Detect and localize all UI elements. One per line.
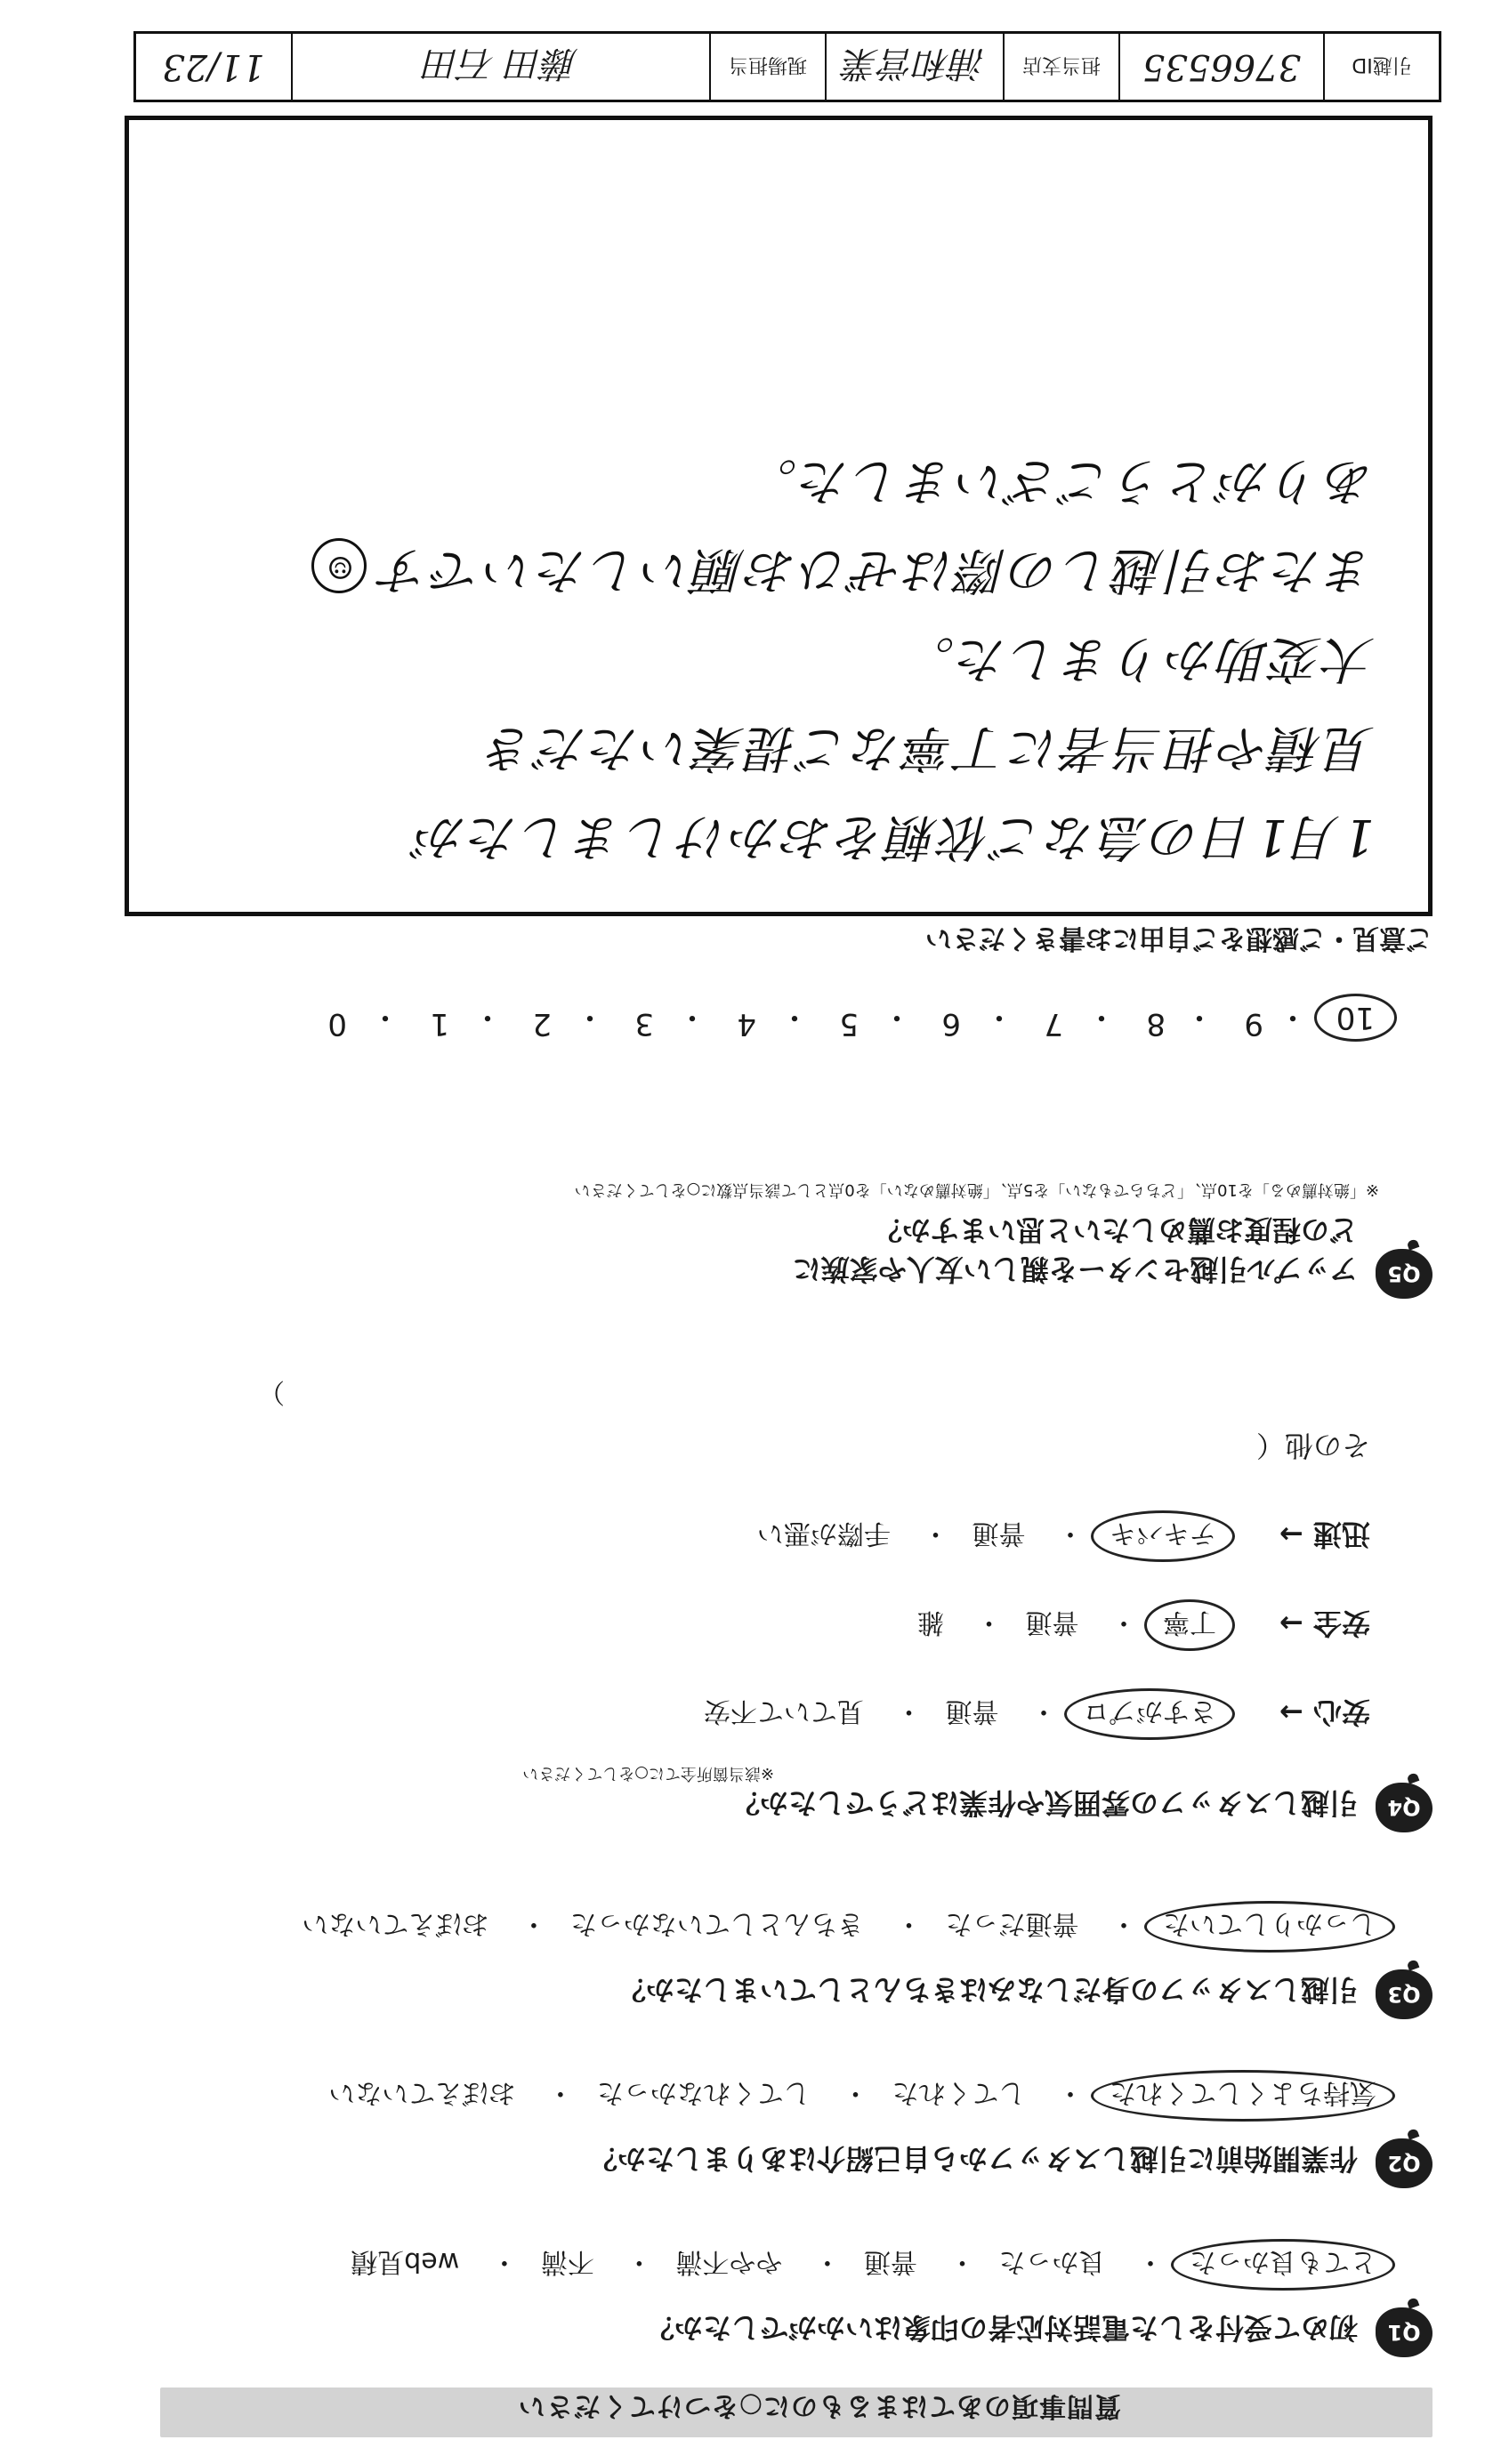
q4-jinsoku-option[interactable]: 普通 (972, 1518, 1026, 1549)
comment-line-1: 1月1日の急なご依頼をおかけしましたが (413, 808, 1375, 866)
q4-text: 引越しスタッフの雰囲気や作業はどうでしたか？ (730, 1786, 1358, 1820)
q3-badge: Q3 (1376, 1969, 1432, 2019)
q4-anshin-selected[interactable]: さすがプロ (1064, 1688, 1235, 1740)
q4-row-label-anzen: 安全 → (1279, 1606, 1370, 1640)
q4-anzen-option[interactable]: 雑 (916, 1606, 944, 1638)
q2-option[interactable]: してくれなかった (596, 2077, 811, 2108)
question-1 (98, 2224, 1432, 2357)
q5-score-selected[interactable]: 10 (1314, 994, 1397, 1042)
q5-note: ※「絶対薦める」を10点、「どちらでもない」を5点、「絶対薦めない」を0点として該当点数に○をしてください (574, 1180, 1379, 1199)
question-2 (98, 2055, 1432, 2188)
q5-text-line2: どの程度お薦めしたいと思いますか？ (873, 1213, 1358, 1247)
q4-row-label-anshin: 安心 → (1279, 1695, 1370, 1729)
question-5 (98, 1067, 1432, 1299)
q4-note: ※該当箇所全てに○をしてください (522, 1764, 774, 1783)
q1-text: 初めて受付をした電話対応者の印象はいかがでしたか？ (645, 2311, 1358, 2345)
comment-line-5: ありがとうございました。 (745, 452, 1375, 510)
q5-score[interactable]: 0 (327, 1006, 347, 1042)
instruction-text: 質問事項のあてはまるものに○をつけてください (517, 2390, 1121, 2421)
q3-option[interactable]: 普通だった (945, 1908, 1079, 1939)
q4-anzen-selected[interactable]: 丁寧 (1144, 1599, 1235, 1651)
q3-option-selected[interactable]: しっかりしていた (1144, 1901, 1395, 1953)
q5-score[interactable]: 6 (941, 1006, 961, 1042)
q5-score[interactable]: 4 (737, 1006, 756, 1042)
q1-badge: Q1 (1376, 2307, 1432, 2357)
move-id-label: 引越ID (1323, 34, 1439, 100)
survey-form (27, 18, 1450, 2455)
branch-label: 担当支店 (1003, 34, 1118, 100)
move-id-value: 3766535 (1118, 34, 1323, 100)
q2-option[interactable]: おぼえていない (328, 2077, 516, 2108)
q5-score[interactable]: 3 (634, 1006, 654, 1042)
q4-anshin-option[interactable]: 見ていて不安 (703, 1695, 864, 1727)
q3-option[interactable]: おぼえていない (302, 1908, 489, 1939)
q2-option[interactable]: してくれた (892, 2077, 1026, 2108)
q5-score[interactable]: 1 (430, 1006, 449, 1042)
q5-scale: 10 ・ 9 ・ 8 ・ 7 ・ 6 ・ 5 ・ 4 ・ 3 ・ 2 ・ 1 ・ 0 (98, 983, 1432, 1045)
q4-other-label: その他（ (1255, 1429, 1370, 1462)
q4-anzen-option[interactable]: 普通 (1025, 1606, 1079, 1638)
branch-value: 浦和営業 (825, 34, 1003, 100)
q1-option[interactable]: やや不満 (675, 2246, 783, 2277)
q1-option[interactable]: web見積 (351, 2246, 460, 2277)
crew-value: 藤田 石田 (291, 34, 709, 100)
q1-option-selected[interactable]: とても良かった (1171, 2239, 1395, 2291)
comment-line-2: 見積や担当者に丁寧なご提案いただき (482, 719, 1375, 777)
q5-badge: Q5 (1376, 1249, 1432, 1299)
instruction-bar (160, 2388, 1432, 2437)
q2-option-selected[interactable]: 気持ちよくしてくれた (1091, 2070, 1395, 2122)
q2-options: 気持ちよくしてくれた・ してくれた・ してくれなかった・ おぼえていない (305, 2070, 1379, 2122)
q5-text-line1: アップル引越センターを親しい友人や家族に (792, 1252, 1358, 1286)
crew-label: 現場担当 (709, 34, 825, 100)
staff-info-table (133, 31, 1441, 102)
q4-badge: Q4 (1376, 1783, 1432, 1832)
question-3 (98, 1886, 1432, 2019)
comments-title: ご意見・ご感想をご自由にお書きください (925, 922, 1432, 954)
q2-text: 作業開始前に引越しスタッフから自己紹介はありましたか？ (588, 2142, 1358, 2176)
q3-options: しっかりしていた・ 普通だった・ きちんとしていなかった・ おぼえていない (278, 1901, 1379, 1953)
smiley-face-icon: ☺ (311, 539, 367, 594)
q4-anshin-option[interactable]: 普通 (945, 1695, 999, 1727)
q1-option[interactable]: 普通 (863, 2246, 917, 2277)
q1-option[interactable]: 不満 (540, 2246, 594, 2277)
q3-option[interactable]: きちんとしていなかった (569, 1908, 864, 1939)
question-4 (98, 1370, 1432, 1832)
q5-score[interactable]: 7 (1044, 1006, 1063, 1042)
date-value: 11/23 (162, 46, 265, 87)
q3-text: 引越しスタッフの身だしなみはきちんとしていましたか？ (617, 1973, 1358, 2007)
q4-row-label-jinsoku: 迅速 → (1279, 1518, 1370, 1551)
q4-jinsoku-option[interactable]: 手際が悪い (756, 1518, 891, 1549)
q4-row-anzen: 丁寧・ 普通・ 雑 (894, 1599, 1219, 1651)
q2-badge: Q2 (1376, 2138, 1432, 2188)
q5-score[interactable]: 2 (532, 1006, 552, 1042)
q4-row-anshin: さすがプロ・ 普通・ 見ていて不安 (681, 1688, 1219, 1740)
q5-score[interactable]: 5 (839, 1006, 859, 1042)
comment-line-3: 大変助かりました。 (902, 630, 1375, 688)
q4-other-close: ） (258, 1376, 285, 1407)
q4-jinsoku-selected[interactable]: テキパキ (1091, 1510, 1235, 1562)
comment-line-4: またお引越しの際はぜひお願いしたいです☺ (311, 538, 1375, 609)
q4-row-jinsoku: テキパキ・ 普通・ 手際が悪い (734, 1510, 1219, 1562)
q5-score[interactable]: 9 (1244, 1006, 1263, 1042)
comments-box[interactable] (125, 116, 1432, 916)
q1-option[interactable]: 良かった (998, 2246, 1106, 2277)
q1-options: とても良かった・ 良かった・ 普通・ やや不満・ 不満・ web見積 (327, 2239, 1379, 2291)
q5-score[interactable]: 8 (1146, 1006, 1166, 1042)
